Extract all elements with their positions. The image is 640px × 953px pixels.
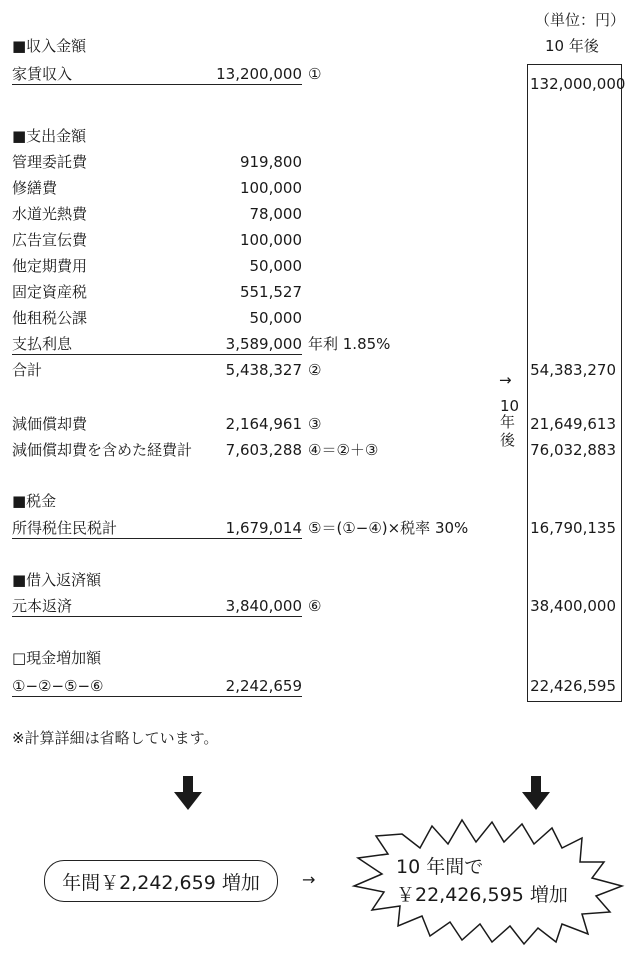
annual-increase-text: 年間￥2,242,659 増加 [62, 871, 260, 894]
expense-label: 支払利息 [12, 335, 73, 353]
expense-label: 広告宣伝費 [12, 231, 88, 249]
expense-total-label: 合計 [12, 361, 43, 379]
expense-label: 水道光熱費 [12, 205, 88, 223]
depreciation-amount: 2,164,961 [225, 415, 302, 433]
ten-year-increase-line1: 10 年間で [396, 856, 484, 878]
income-section-title: ■収入金額 [12, 37, 87, 55]
rent-income-underline [12, 84, 302, 85]
expense-section-title: ■支出金額 [12, 127, 87, 145]
down-arrow-icon [174, 776, 202, 812]
footnote: ※計算詳細は省略しています。 [12, 729, 219, 747]
expense-amount: 919,800 [239, 153, 302, 171]
expense-amount: 50,000 [249, 257, 302, 275]
expense-label: 他租税公課 [12, 309, 88, 327]
depreciation-note: ③ [308, 415, 322, 433]
depreciation-ten-year: 21,649,613 [530, 415, 616, 433]
expense-label: 修繕費 [12, 179, 58, 197]
tax-underline [12, 538, 302, 539]
unit-label: （単位：円） [535, 11, 626, 29]
interest-rate-note: 年利 1.85% [308, 335, 391, 353]
tax-ten-year: 16,790,135 [530, 519, 616, 537]
expense-label: 固定資産税 [12, 283, 88, 301]
principal-repayment-note: ⑥ [308, 597, 322, 615]
vertical-note-10: 10 [500, 397, 520, 415]
depreciation-label: 減価償却費 [12, 415, 88, 433]
expense-incl-depreciation-amount: 7,603,288 [225, 441, 302, 459]
expense-amount: 3,589,000 [225, 335, 302, 353]
expense-incl-depreciation-ten-year: 76,032,883 [530, 441, 616, 459]
cash-formula-label: ①−②−⑤−⑥ [12, 677, 104, 695]
ten-year-column-header: 10 年後 [545, 37, 599, 55]
right-arrow-icon: → [499, 371, 512, 389]
rent-income-amount: 13,200,000 [216, 65, 302, 83]
expense-incl-depreciation-note: ④＝②＋③ [308, 441, 379, 459]
cash-increase-ten-year: 22,426,595 [530, 677, 616, 695]
principal-repayment-amount: 3,840,000 [225, 597, 302, 615]
expense-amount: 100,000 [239, 179, 302, 197]
tax-section-title: ■税金 [12, 492, 57, 510]
vertical-note-go: 後 [500, 431, 516, 449]
rent-income-note: ① [308, 65, 322, 83]
expense-total-ten-year: 54,383,270 [530, 361, 616, 379]
tax-label: 所得税住民税計 [12, 519, 118, 537]
principal-repayment-ten-year: 38,400,000 [530, 597, 616, 615]
loan-section-title: ■借入返済額 [12, 571, 102, 589]
expense-total-amount: 5,438,327 [225, 361, 302, 379]
summary-right-arrow-icon: → [302, 870, 316, 889]
expense-amount: 551,527 [239, 283, 302, 301]
rent-income-label: 家賃収入 [12, 65, 73, 83]
down-arrow-icon [522, 776, 550, 812]
ten-year-increase-line2: ￥22,426,595 増加 [396, 884, 568, 906]
cash-underline [12, 696, 302, 697]
expense-amount: 50,000 [249, 309, 302, 327]
tax-amount: 1,679,014 [225, 519, 302, 537]
expense-total-note: ② [308, 361, 322, 379]
ten-year-burst-shape [342, 812, 632, 948]
expense-incl-depreciation-label: 減価償却費を含めた経費計 [12, 441, 193, 459]
loan-underline [12, 616, 302, 617]
rent-income-ten-year: 132,000,000 [530, 75, 626, 93]
expense-amount: 100,000 [239, 231, 302, 249]
tax-note: ⑤＝(①−④)×税率 30% [308, 519, 469, 537]
expense-label: 管理委託費 [12, 153, 88, 171]
expense-label: 他定期費用 [12, 257, 88, 275]
vertical-note-nen: 年 [500, 413, 516, 431]
annual-increase-box [44, 860, 278, 902]
expense-amount: 78,000 [249, 205, 302, 223]
principal-repayment-label: 元本返済 [12, 597, 73, 615]
cash-section-title: □現金増加額 [12, 649, 102, 667]
expense-underline [12, 354, 302, 355]
cash-increase-amount: 2,242,659 [225, 677, 302, 695]
